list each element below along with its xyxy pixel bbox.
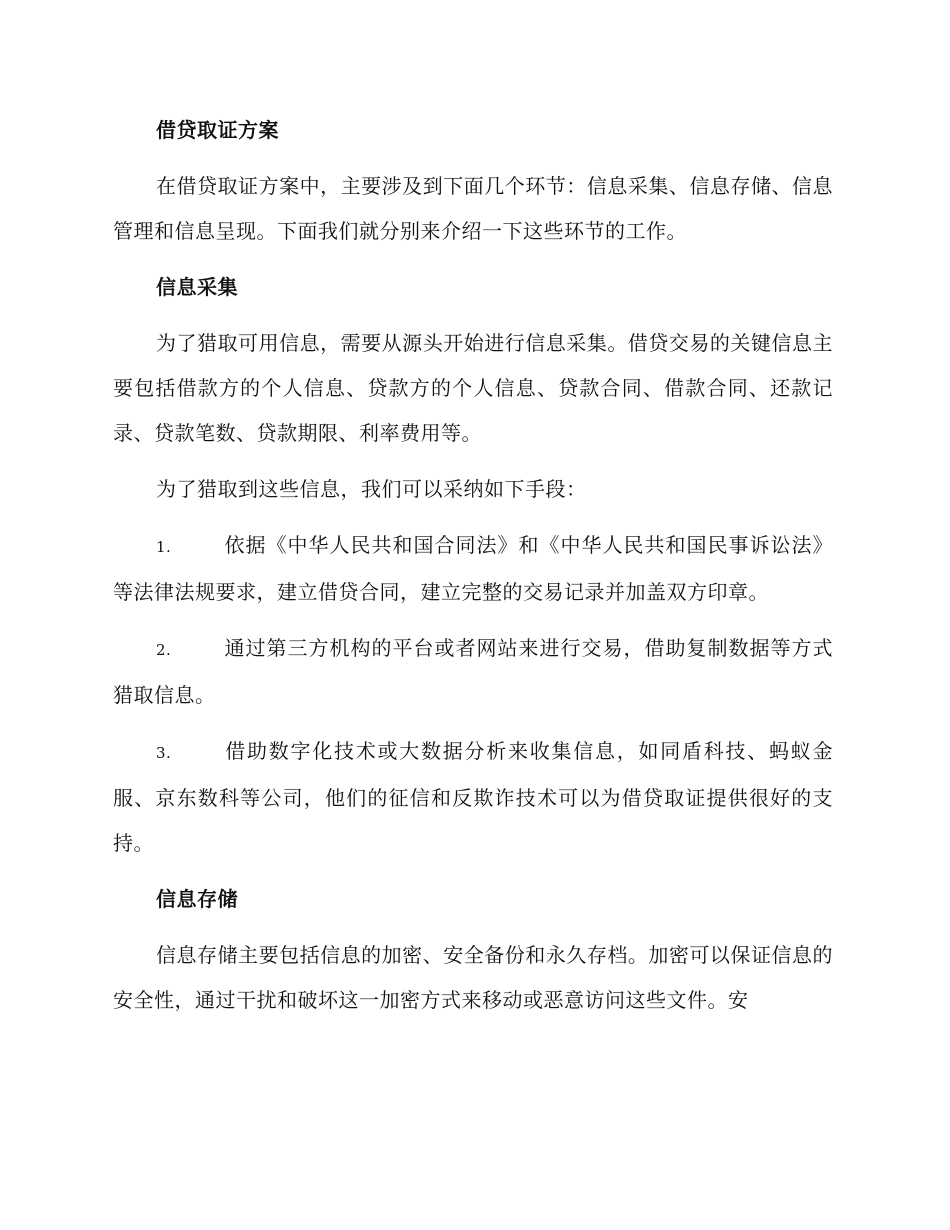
list-item-text: 通过第三方机构的平台或者网站来进行交易，借助复制数据等方式猎取信息。 — [113, 636, 833, 707]
list-item-number: 3. — [156, 744, 172, 762]
document-body — [113, 108, 833, 1034]
list-item-text: 依据《中华人民共和国合同法》和《中华人民共和国民事诉讼法》等法律法规要求，建立借贷合同，建立完整的交易记录并加盖双方印章。 — [113, 533, 833, 604]
list-item-number: 1. — [156, 538, 172, 556]
store-paragraph-1: 信息存储主要包括信息的加密、安全备份和永久存档。加密可以保证信息的安全性，通过干扰和破坏这一加密方式来移动或恶意访问这些文件。安 — [113, 943, 833, 1012]
list-item-1 — [113, 523, 833, 615]
list-item-number: 2. — [156, 641, 172, 659]
list-item-text: 借助数字化技术或大数据分析来收集信息，如同盾科技、蚂蚁金服、京东数科等公司，他们的征信和反欺诈技术可以为借贷取证提供很好的支持。 — [113, 739, 833, 855]
section-heading-collect: 信息采集 — [156, 275, 238, 299]
intro-paragraph: 在借贷取证方案中，主要涉及到下面几个环节：信息采集、信息存储、信息管理和信息呈现。下面我们就分别来介绍一下这些环节的工作。 — [113, 174, 833, 243]
collect-paragraph-1: 为了猎取可用信息，需要从源头开始进行信息采集。借贷交易的关键信息主要包括借款方的个人信息、贷款方的个人信息、贷款合同、借款合同、还款记录、贷款笔数、贷款期限、利率费用等。 — [113, 331, 833, 445]
collect-paragraph-2: 为了猎取到这些信息，我们可以采纳如下手段： — [156, 477, 587, 501]
list-item-3 — [113, 729, 833, 866]
list-item-2 — [113, 626, 833, 718]
section-heading-store: 信息存储 — [156, 887, 238, 911]
document-title: 借贷取证方案 — [156, 118, 279, 142]
